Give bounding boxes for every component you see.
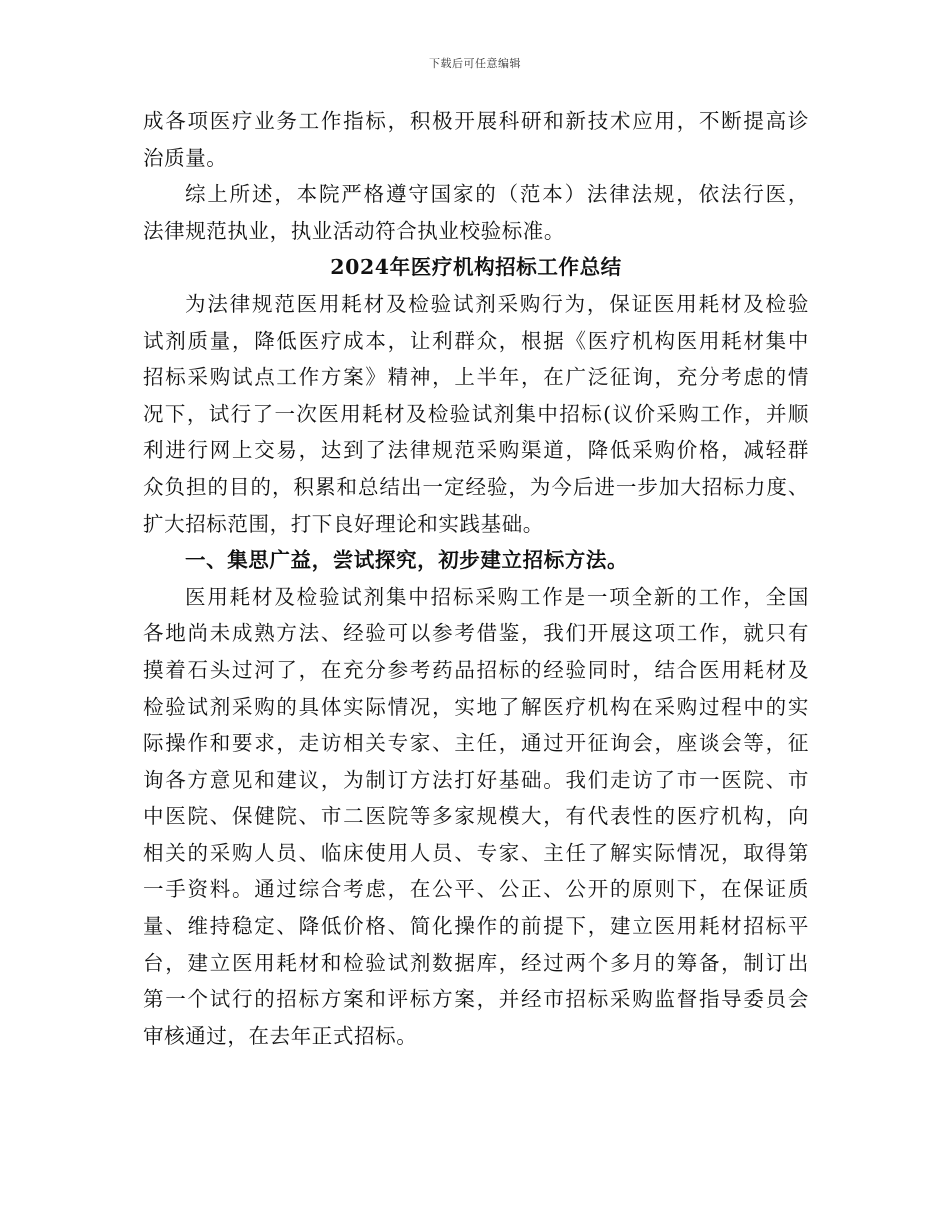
paragraph-summary (143, 176, 809, 249)
section-heading: 一、集思广益，尝试探究，初步建立招标方法。 (185, 548, 629, 573)
text-line: 询各方意见和建议，为制订方法打好基础。我们走访了市一医院、市 (143, 767, 809, 792)
text-line: 相关的采购人员、临床使用人员、专家、主任了解实际情况，取得第 (143, 840, 809, 865)
text-line: 众负担的目的，积累和总结出一定经验，为今后进一步加大招标力度、 (143, 474, 809, 499)
text-line: 量、维持稳定、降低价格、简化操作的前提下，建立医用耗材招标平 (143, 914, 809, 939)
text-line: 利进行网上交易，达到了法律规范采购渠道，降低采购价格，减轻群 (143, 438, 809, 463)
paragraph-continuation (143, 103, 809, 176)
text-line: 成各项医疗业务工作指标，积极开展科研和新技术应用，不断提高诊 (143, 109, 809, 133)
text-line: 际操作和要求，走访相关专家、主任，通过开征询会，座谈会等，征 (143, 731, 809, 756)
paragraph-section-1 (143, 579, 809, 1055)
document-body (143, 103, 809, 1054)
paragraph-intro (143, 286, 809, 542)
document-title: 2024年医疗机构招标工作总结 (330, 255, 622, 280)
text-line: 第一个试行的招标方案和评标方案，并经市招标采购监督指导委员会 (143, 987, 809, 1012)
text-line: 摸着石头过河了，在充分参考药品招标的经验同时，结合医用耗材及 (143, 657, 809, 682)
text-line: 扩大招标范围，打下良好理论和实践基础。 (143, 511, 544, 536)
text-line: 法律规范执业，执业活动符合执业校验标准。 (143, 218, 565, 243)
page-header: 下载后可任意编辑 (429, 57, 521, 70)
text-line: 审核通过，在去年正式招标。 (143, 1023, 418, 1048)
text-line: 况下，试行了一次医用耗材及检验试剂集中招标(议价采购工作，并顺 (143, 401, 809, 426)
text-line: 招标采购试点工作方案》精神，上半年，在广泛征询，充分考虑的情 (143, 365, 809, 390)
text-line: 医用耗材及检验试剂集中招标采购工作是一项全新的工作，全国 (185, 584, 809, 609)
text-line: 检验试剂采购的具体实际情况，实地了解医疗机构在采购过程中的实 (143, 694, 809, 719)
text-line: 中医院、保健院、市二医院等多家规模大，有代表性的医疗机构，向 (143, 804, 809, 829)
text-line: 一手资料。通过综合考虑，在公平、公正、公开的原则下，在保证质 (143, 877, 809, 902)
text-line: 台，建立医用耗材和检验试剂数据库，经过两个多月的筹备，制订出 (143, 950, 809, 975)
text-line: 为法律规范医用耗材及检验试剂采购行为，保证医用耗材及检验 (185, 291, 809, 316)
text-line: 各地尚未成熟方法、经验可以参考借鉴，我们开展这项工作，就只有 (143, 621, 809, 646)
text-line: 综上所述，本院严格遵守国家的（范本）法律法规，依法行医， (185, 182, 809, 207)
text-line: 治质量。 (143, 145, 228, 170)
text-line: 试剂质量，降低医疗成本，让利群众，根据《医疗机构医用耗材集中 (143, 328, 809, 353)
